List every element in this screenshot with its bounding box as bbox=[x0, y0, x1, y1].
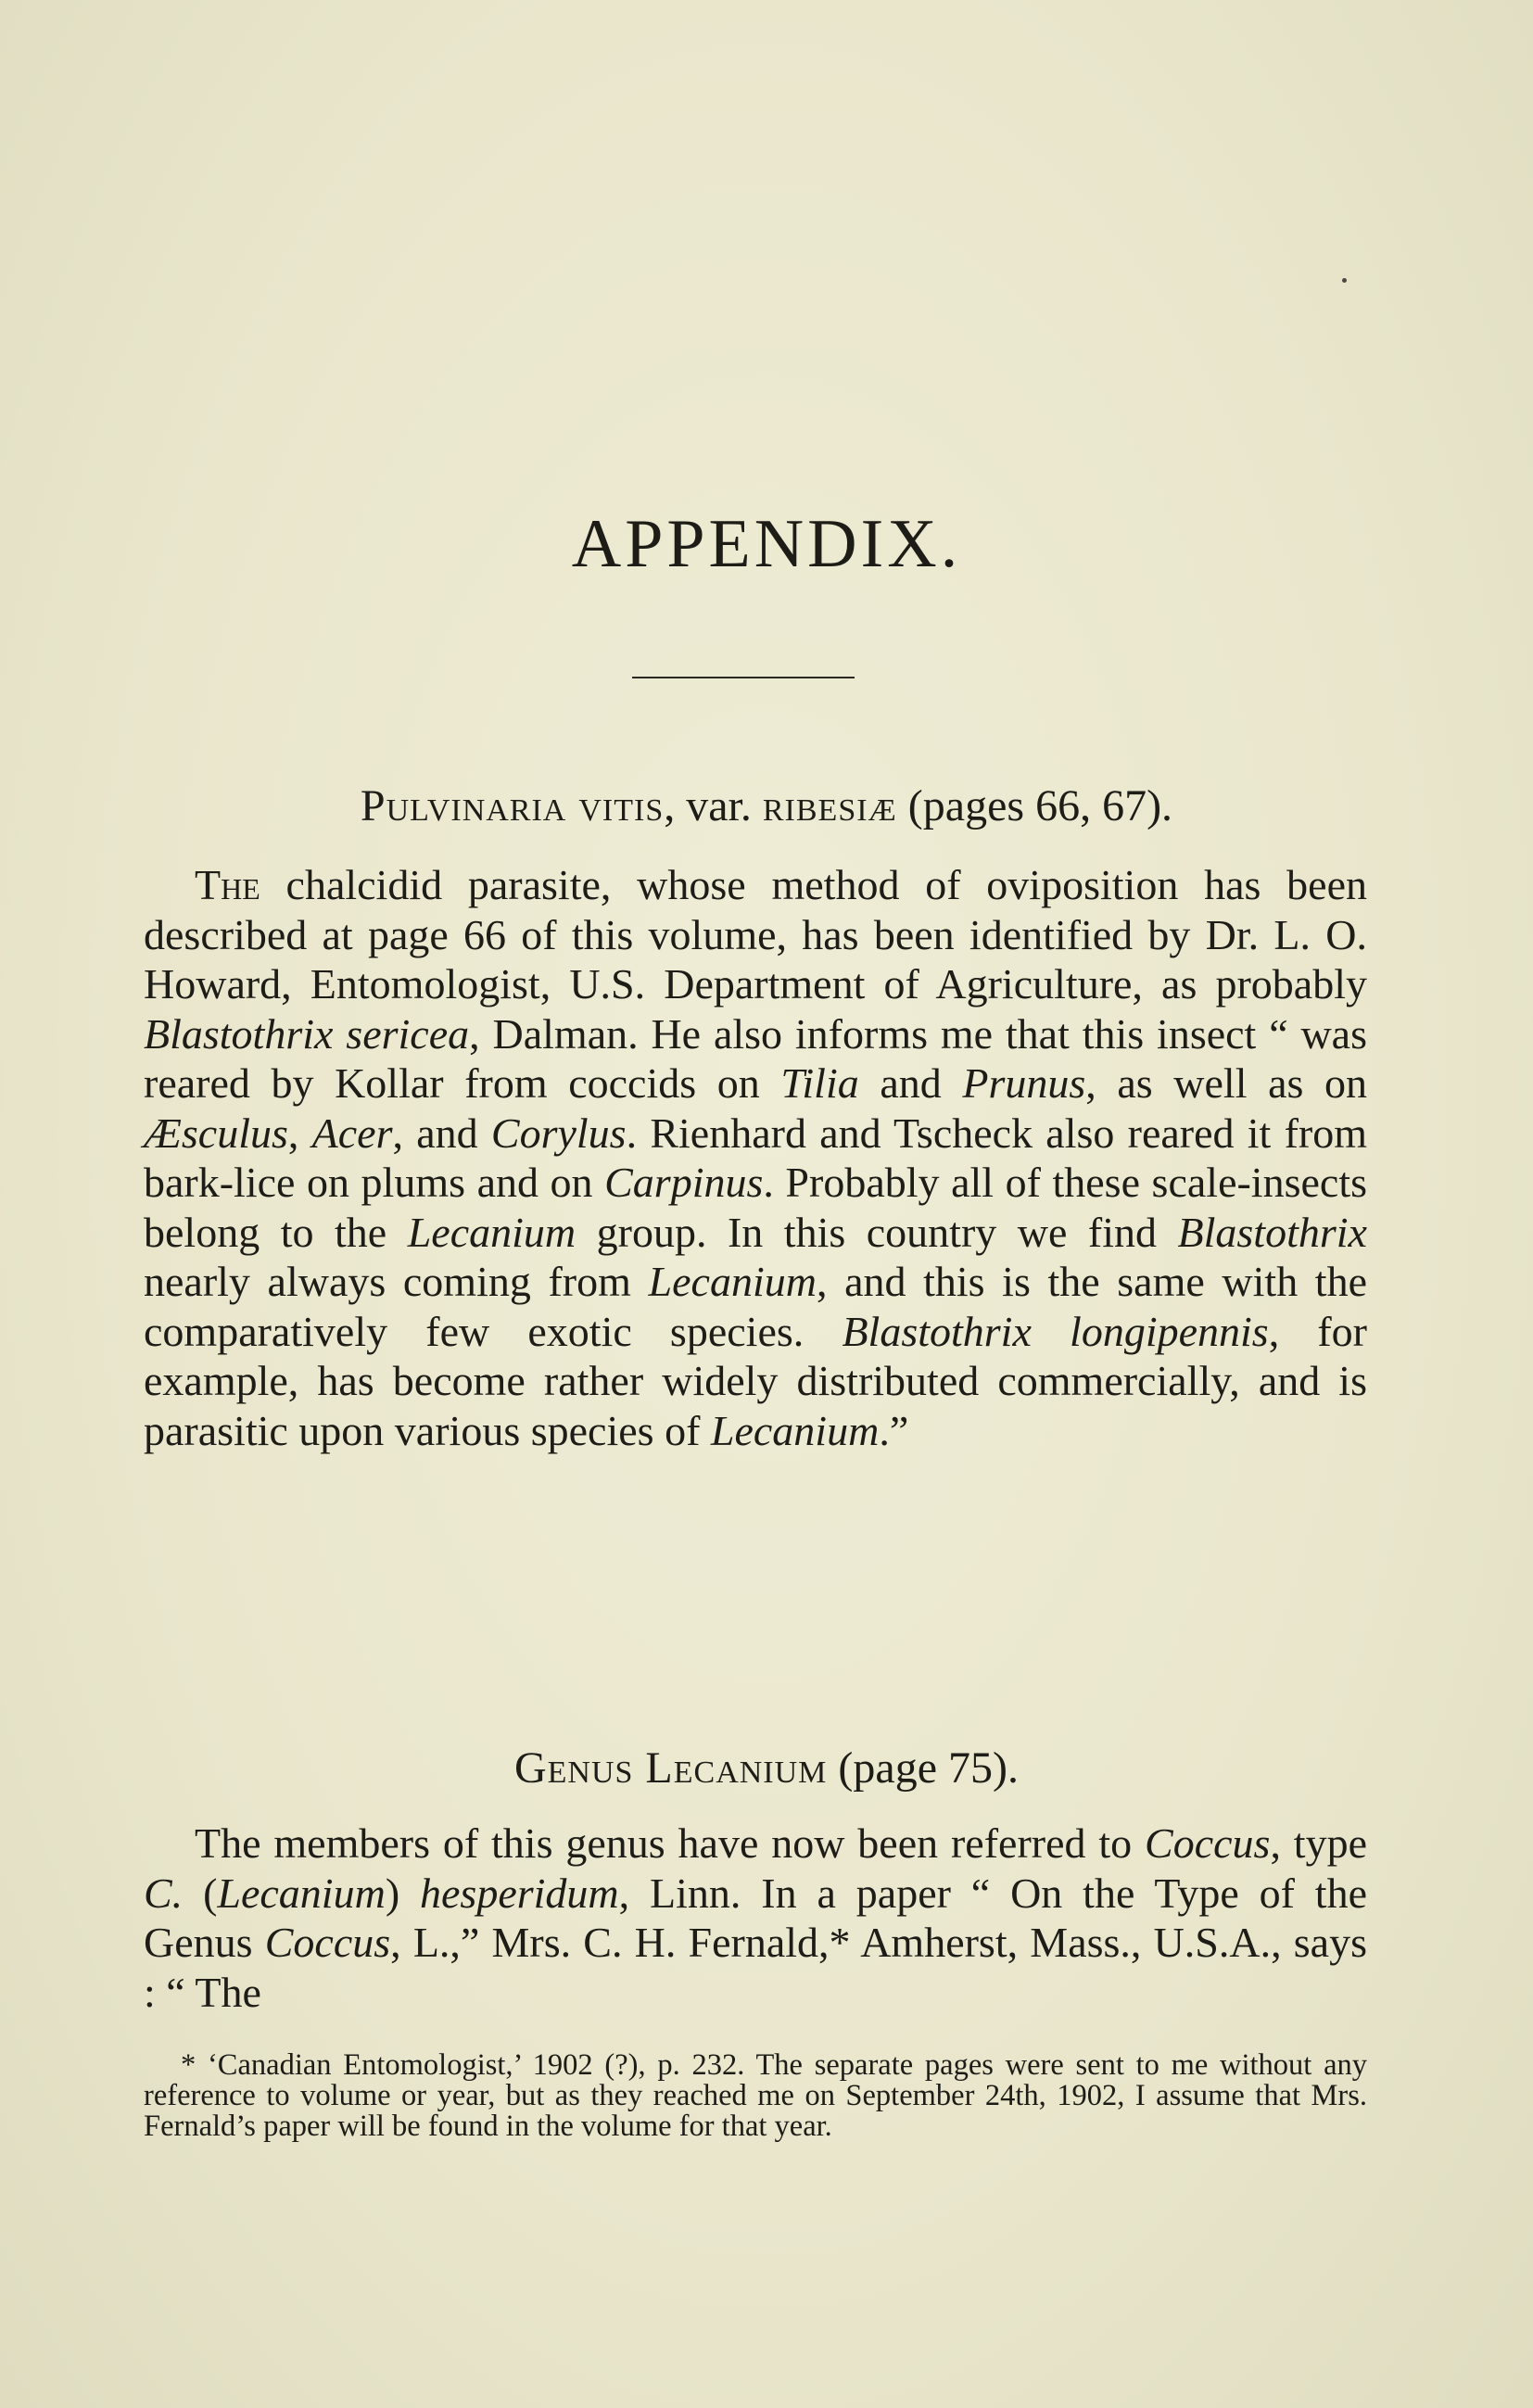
heading-var-label: , var. bbox=[664, 781, 752, 830]
paragraph-pulvinaria bbox=[144, 860, 1367, 1455]
footnote-text: * ‘Canadian Entomologist,’ 1902 (?), p. 232. The separate pages were sent to me without any reference to volume or year, but as they reached me on September 24th, 1902, I assume that Mrs. Fernald’s paper will be found in the volume for that year. bbox=[144, 2048, 1367, 2143]
text-run: , type bbox=[1270, 1819, 1367, 1867]
page-title: APPENDIX. bbox=[571, 506, 962, 582]
heading-pages: (page 75). bbox=[838, 1743, 1019, 1793]
heading-pages: (pages 66, 67). bbox=[907, 781, 1173, 830]
text-run: .” bbox=[879, 1406, 909, 1454]
text-run: . Rienhard and Tscheck also reared it from bark-lice on plums and on bbox=[144, 1109, 1368, 1206]
genus-name: Coccus bbox=[264, 1919, 391, 1966]
genus-name: Acer bbox=[311, 1109, 393, 1157]
text-run: nearly always coming from bbox=[144, 1258, 649, 1305]
genus-name: Prunus bbox=[962, 1059, 1086, 1107]
text-run: , L.,” Mrs. C. H. Fernald,* Amherst, Mass., U.S.A., says : “ The bbox=[144, 1919, 1367, 2016]
text-run: group. In this country we find bbox=[576, 1208, 1178, 1256]
species-abbrev: C. bbox=[144, 1869, 184, 1917]
paragraph-lead-word: The bbox=[195, 861, 260, 908]
text-run: ) bbox=[385, 1869, 421, 1917]
species-name: Blastothrix longipennis bbox=[842, 1307, 1269, 1355]
text-run: The members of this genus have now been referred to bbox=[195, 1819, 1146, 1867]
text-run: chalcidid parasite, whose method of oviposition has been described at page 66 of this volume, has been identified by Dr. L. O. Howard, Entomologist, U.S. Department of Agriculture, as probably bbox=[144, 861, 1367, 1008]
genus-name: Blastothrix bbox=[1177, 1208, 1367, 1256]
text-run: , and this is the same with the comparatively few exotic species. bbox=[144, 1258, 1367, 1355]
text-run: , and bbox=[392, 1109, 491, 1157]
genus-name: Tilia bbox=[780, 1059, 859, 1107]
heading-species-name: Pulvinaria vitis bbox=[360, 781, 665, 830]
genus-name: Lecanium bbox=[710, 1406, 880, 1454]
heading-genus-name: Genus Lecanium bbox=[513, 1743, 828, 1793]
section-heading-pulvinaria bbox=[0, 780, 1533, 831]
text-run: , as well as on bbox=[1085, 1059, 1367, 1107]
text-run: ( bbox=[183, 1869, 218, 1917]
text-run: , Linn. In a paper “ On the Type of the Genus bbox=[144, 1869, 1367, 1966]
genus-name: Lecanium bbox=[407, 1208, 576, 1256]
title-divider bbox=[632, 677, 855, 678]
genus-name: Corylus bbox=[490, 1109, 627, 1157]
genus-name: Lecanium bbox=[217, 1869, 386, 1917]
section-heading-lecanium bbox=[0, 1743, 1533, 1793]
text-run: , for example, has become rather widely distributed commercially, and is parasitic upon various species of bbox=[144, 1307, 1367, 1454]
text-run: and bbox=[858, 1059, 963, 1107]
species-name: Blastothrix sericea bbox=[144, 1009, 470, 1058]
heading-var-name: ribesiæ bbox=[762, 781, 897, 830]
genus-name: Carpinus bbox=[604, 1159, 764, 1206]
text-run: , bbox=[287, 1109, 312, 1157]
text-run: . Probably all of these scale-insects belong to the bbox=[144, 1159, 1368, 1256]
paper-speck bbox=[1342, 278, 1347, 283]
genus-name: Æsculus bbox=[144, 1109, 288, 1157]
species-name: hesperidum bbox=[420, 1869, 619, 1917]
text-run: , Dalman. He also informs me that this insect “ was reared by Kollar from coccids on bbox=[144, 1009, 1367, 1107]
genus-name: Coccus bbox=[1145, 1819, 1271, 1867]
genus-name: Lecanium bbox=[648, 1258, 817, 1305]
paragraph-lecanium bbox=[144, 1819, 1367, 2017]
footnote bbox=[144, 2050, 1367, 2142]
